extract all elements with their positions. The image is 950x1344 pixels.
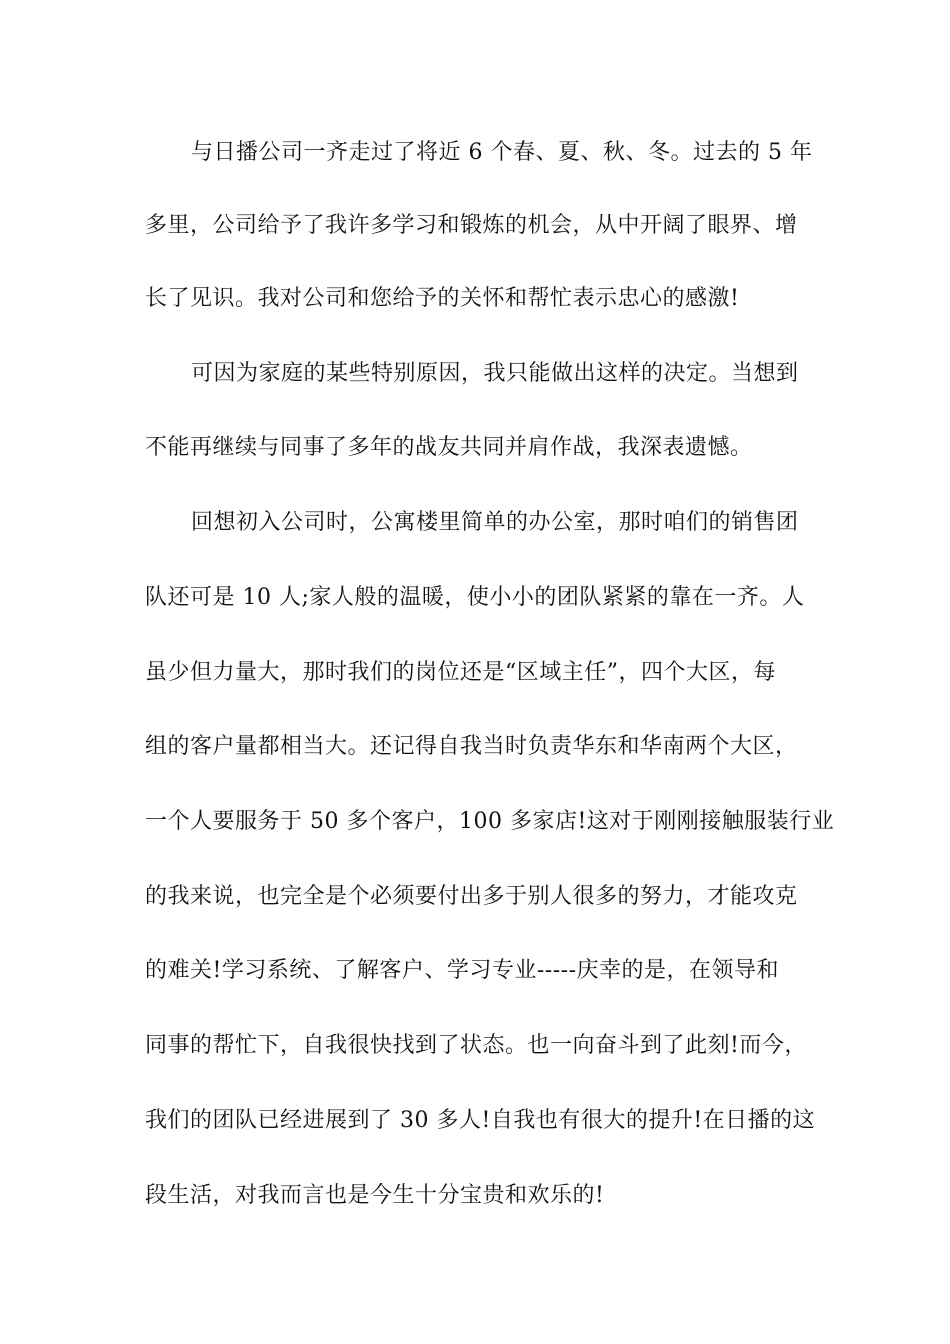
paragraph-3-line-3: 虽少但力量大，那时我们的岗位还是“区域主任”，四个大区，每 bbox=[145, 660, 776, 685]
paragraph-1-line-2: 多里，公司给予了我许多学习和锻炼的机会，从中开阔了眼界、增 bbox=[145, 213, 798, 238]
paragraph-3-line-5: 一个人要服务于 50 多个客户，100 多家店!这对于刚刚接触服装行业 bbox=[145, 809, 835, 834]
paragraph-3-line-2: 队还可是 10 人;家人般的温暖，使小小的团队紧紧的靠在一齐。人 bbox=[145, 585, 805, 610]
paragraph-2-line-1: 可因为家庭的某些特别原因，我只能做出这样的决定。当想到 bbox=[191, 361, 799, 386]
paragraph-3-line-10: 段生活，对我而言也是今生十分宝贵和欢乐的! bbox=[145, 1183, 605, 1208]
paragraph-3-line-9: 我们的团队已经进展到了 30 多人!自我也有很大的提升!在日播的这 bbox=[145, 1108, 816, 1133]
paragraph-3-line-8: 同事的帮忙下，自我很快找到了状态。也一向奋斗到了此刻!而今， bbox=[145, 1033, 807, 1058]
paragraph-1-line-1: 与日播公司一齐走过了将近 6 个春、夏、秋、冬。过去的 5 年 bbox=[191, 140, 813, 165]
paragraph-3-line-7: 的难关!学习系统、了解客户、学习专业-----庆幸的是，在领导和 bbox=[145, 958, 780, 983]
paragraph-2-line-2: 不能再继续与同事了多年的战友共同并肩作战，我深表遗憾。 bbox=[145, 435, 753, 460]
paragraph-3-line-4: 组的客户量都相当大。还记得自我当时负责华东和华南两个大区， bbox=[145, 734, 798, 759]
paragraph-3-line-6: 的我来说，也完全是个必须要付出多于别人很多的努力，才能攻克 bbox=[145, 884, 798, 909]
paragraph-1-line-3: 长了见识。我对公司和您给予的关怀和帮忙表示忠心的感激! bbox=[145, 286, 740, 311]
paragraph-3-line-1: 回想初入公司时，公寓楼里简单的办公室，那时咱们的销售团 bbox=[191, 510, 799, 535]
